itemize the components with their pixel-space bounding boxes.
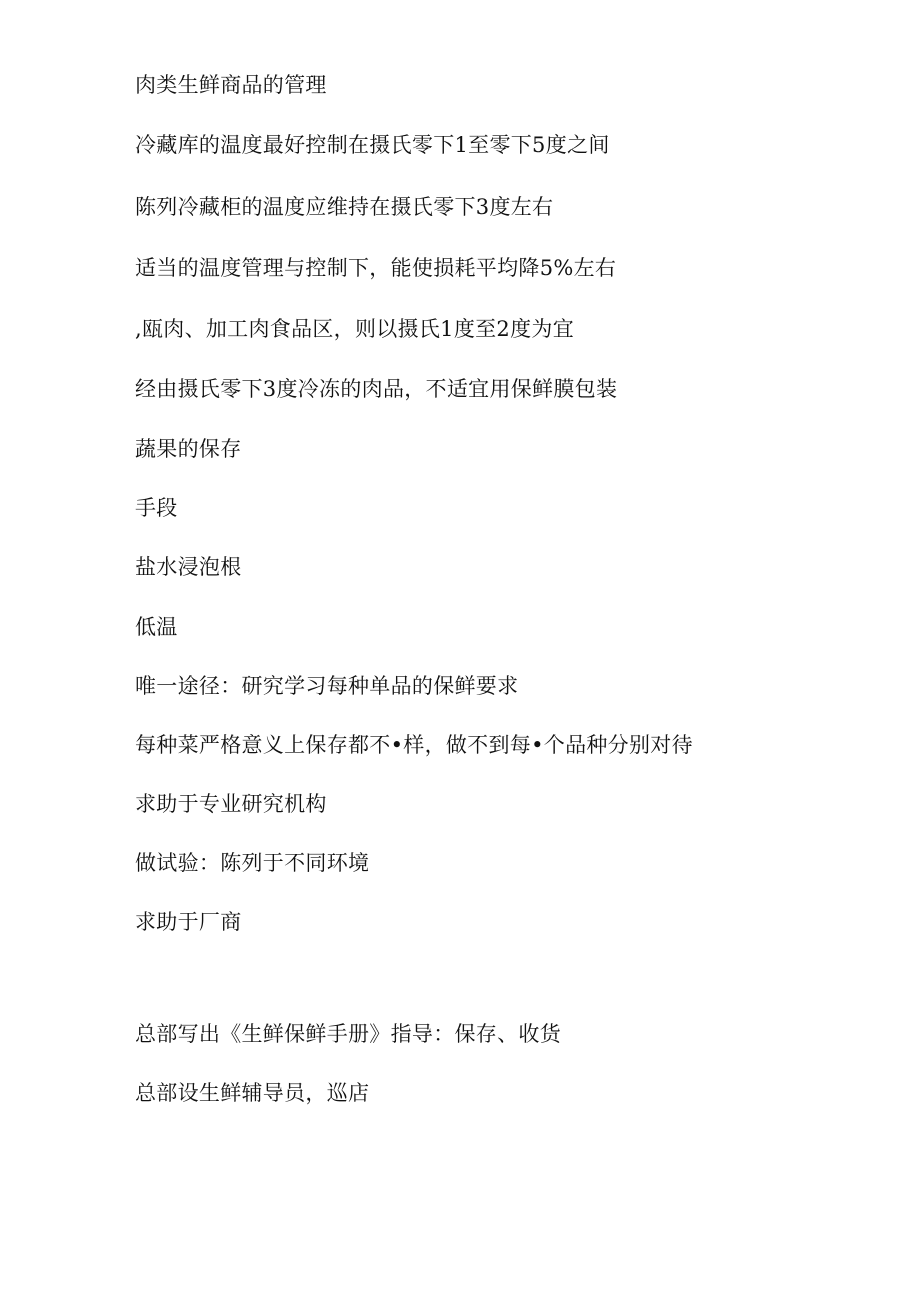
text-line-manufacturers: 求助于厂商: [135, 910, 242, 934]
text-line-meat-management: 肉类生鲜商品的管理: [135, 73, 327, 97]
text-line-low-temperature: 低温: [135, 615, 178, 639]
text-line-methods: 手段: [135, 496, 178, 520]
text-line-frozen-meat-packaging: 经由摄氏零下3度冷冻的肉品，不适宜用保鲜膜包装: [135, 377, 618, 401]
text-line-each-vegetable: 每种菜严格意义上保存都不•样，做不到每•个品种分别对待: [135, 733, 693, 757]
text-line-loss-reduction: 适当的温度管理与控制下，能使损耗平均降5%左右: [135, 256, 617, 280]
text-line-experiments: 做试验：陈列于不同环境: [135, 851, 370, 875]
text-line-research-institutions: 求助于专业研究机构: [135, 792, 327, 816]
text-line-produce-storage: 蔬果的保存: [135, 437, 242, 461]
text-line-display-cabinet-temp: 陈列冷藏柜的温度应维持在摄氏零下3度左右: [135, 195, 554, 219]
text-line-cold-storage-temp: 冷藏库的温度最好控制在摄氏零下1至零下5度之间: [135, 133, 610, 157]
text-line-salt-water-soak: 盐水浸泡根: [135, 555, 242, 579]
text-line-hq-advisor: 总部设生鲜辅导员，巡店: [135, 1081, 370, 1105]
text-line-processed-meat-area: ,瓯肉、加工肉食品区，则以摄氏1度至2度为宜: [135, 317, 574, 341]
text-line-only-way: 唯一途径：研究学习每种单品的保鲜要求: [135, 674, 519, 698]
text-line-hq-manual: 总部写出《生鲜保鲜手册》指导：保存、收货: [135, 1022, 561, 1046]
